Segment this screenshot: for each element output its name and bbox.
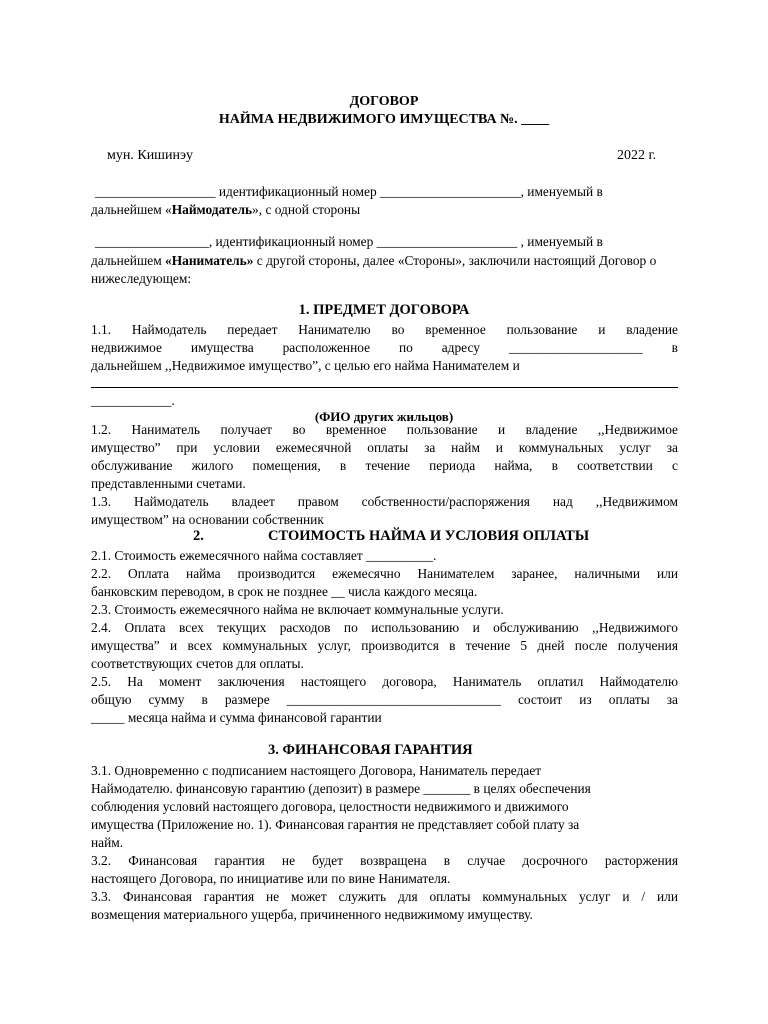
clause-1-1-line-1: 1.1. Наймодатель передает Нанимателю во временное пользование и владение bbox=[91, 322, 678, 337]
clause-3-3-line-2: возмещения материального ущерба, причиненного недвижимому имуществу. bbox=[91, 907, 533, 922]
clause-3-1-line-3: соблюдения условий настоящего договора, целостности недвижимого и движимого bbox=[91, 799, 569, 814]
clause-1-3-line-2: имуществом” на основании собственник bbox=[91, 512, 324, 527]
section-2-heading: СТОИМОСТЬ НАЙМА И УСЛОВИЯ ОПЛАТЫ bbox=[268, 528, 590, 544]
clause-2-2-line-1: 2.2. Оплата найма производится ежемесячно Нанимателем заранее, наличными или bbox=[91, 566, 678, 581]
clause-3-2-line-2: настоящего Договора, по инициативе или по вине Нанимателя. bbox=[91, 871, 451, 886]
clause-2-5-line-2: общую сумму в размере ________________________________ состоит из оплаты за bbox=[91, 692, 678, 707]
section-1-heading: 1. ПРЕДМЕТ ДОГОВОРА bbox=[298, 302, 470, 318]
contract-year: 2022 г. bbox=[617, 148, 657, 163]
tenant-line-2: дальнейшем «Наниматель» с другой стороны, далее «Стороны», заключили настоящий Договор о bbox=[91, 253, 657, 268]
clause-1-2-line-2: имущество” при условии ежемесячной оплаты за найм и коммунальных услуг за bbox=[91, 440, 678, 455]
landlord-line-2: дальнейшем «Наймодатель», с одной стороны bbox=[91, 202, 361, 217]
document-subtitle: НАЙМА НЕДВИЖИМОГО ИМУЩЕСТВА №. ____ bbox=[218, 112, 550, 127]
other-tenants-note: (ФИО других жильцов) bbox=[314, 409, 454, 424]
landlord-line-1: __________________ идентификационный номер _____________________, именуемый в bbox=[95, 184, 603, 199]
clause-1-2-line-1: 1.2. Наниматель получает во временное пользование и владение ,,Недвижимое bbox=[91, 422, 678, 437]
landlord-role: Наймодатель bbox=[171, 202, 253, 217]
clause-1-2-line-3: обслуживание жилого помещения, в течение периода найма, в соответствии с bbox=[91, 458, 678, 473]
tenant-line-1: _________________, идентификационный номер _____________________ , именуемый в bbox=[95, 234, 603, 249]
clause-2-2-line-2: банковским переводом, в срок не позднее __ числа каждого месяца. bbox=[91, 584, 478, 599]
clause-1-1-line-5: ____________. bbox=[91, 393, 175, 408]
clause-3-3-line-1: 3.3. Финансовая гарантия не может служить для оплаты коммунальных услуг и / или bbox=[91, 889, 678, 904]
clause-3-1-line-2: Наймодателю. финансовую гарантию (депозит) в размере _______ в целях обеспечения bbox=[91, 781, 591, 796]
document-title: ДОГОВОР bbox=[349, 94, 419, 109]
section-3-heading: 3. ФИНАНСОВАЯ ГАРАНТИЯ bbox=[268, 742, 473, 758]
clause-3-1-line-1: 3.1. Одновременно с подписанием настоящего Договора, Наниматель передает bbox=[91, 763, 542, 778]
clause-2-3: 2.3. Стоимость ежемесячного найма не включает коммунальные услуги. bbox=[91, 602, 504, 617]
tenant-role: «Наниматель» bbox=[165, 253, 254, 268]
clause-2-5-line-3: _____ месяца найма и сумма финансовой гарантии bbox=[91, 710, 382, 725]
tenants-blank-rule bbox=[91, 387, 678, 388]
tenant-line-3: нижеследующем: bbox=[91, 271, 192, 286]
clause-2-4-line-2: имущества” и всех коммунальных услуг, производится в течение 5 дней после получения bbox=[91, 638, 678, 653]
clause-3-1-line-4: имущества (Приложение но. 1). Финансовая гарантия не представляет собой плату за bbox=[91, 817, 580, 832]
clause-2-4-line-3: соответствующих счетов для оплаты. bbox=[91, 656, 304, 671]
clause-1-1-line-2: недвижимое имущества расположенное по адресу ____________________ в bbox=[91, 340, 678, 355]
clause-1-2-line-4: представленными счетами. bbox=[91, 476, 246, 491]
contract-place: мун. Кишинэу bbox=[107, 148, 193, 163]
clause-2-5-line-1: 2.5. На момент заключения настоящего договора, Наниматель оплатил Наймодателю bbox=[91, 674, 678, 689]
clause-1-1-line-3: дальнейшем ,,Недвижимое имущество”, с целью его найма Нанимателем и bbox=[91, 358, 520, 373]
clause-3-2-line-1: 3.2. Финансовая гарантия не будет возвращена в случае досрочного расторжения bbox=[91, 853, 678, 868]
section-2-number: 2. bbox=[193, 528, 204, 544]
clause-2-4-line-1: 2.4. Оплата всех текущих расходов по использованию и обслуживанию ,,Недвижимого bbox=[91, 620, 678, 635]
clause-1-3-line-1: 1.3. Наймодатель владеет правом собственности/распоряжения над ,,Недвижимом bbox=[91, 494, 678, 509]
clause-2-1: 2.1. Стоимость ежемесячного найма составляет __________. bbox=[91, 548, 437, 563]
clause-3-1-line-5: найм. bbox=[91, 835, 124, 850]
